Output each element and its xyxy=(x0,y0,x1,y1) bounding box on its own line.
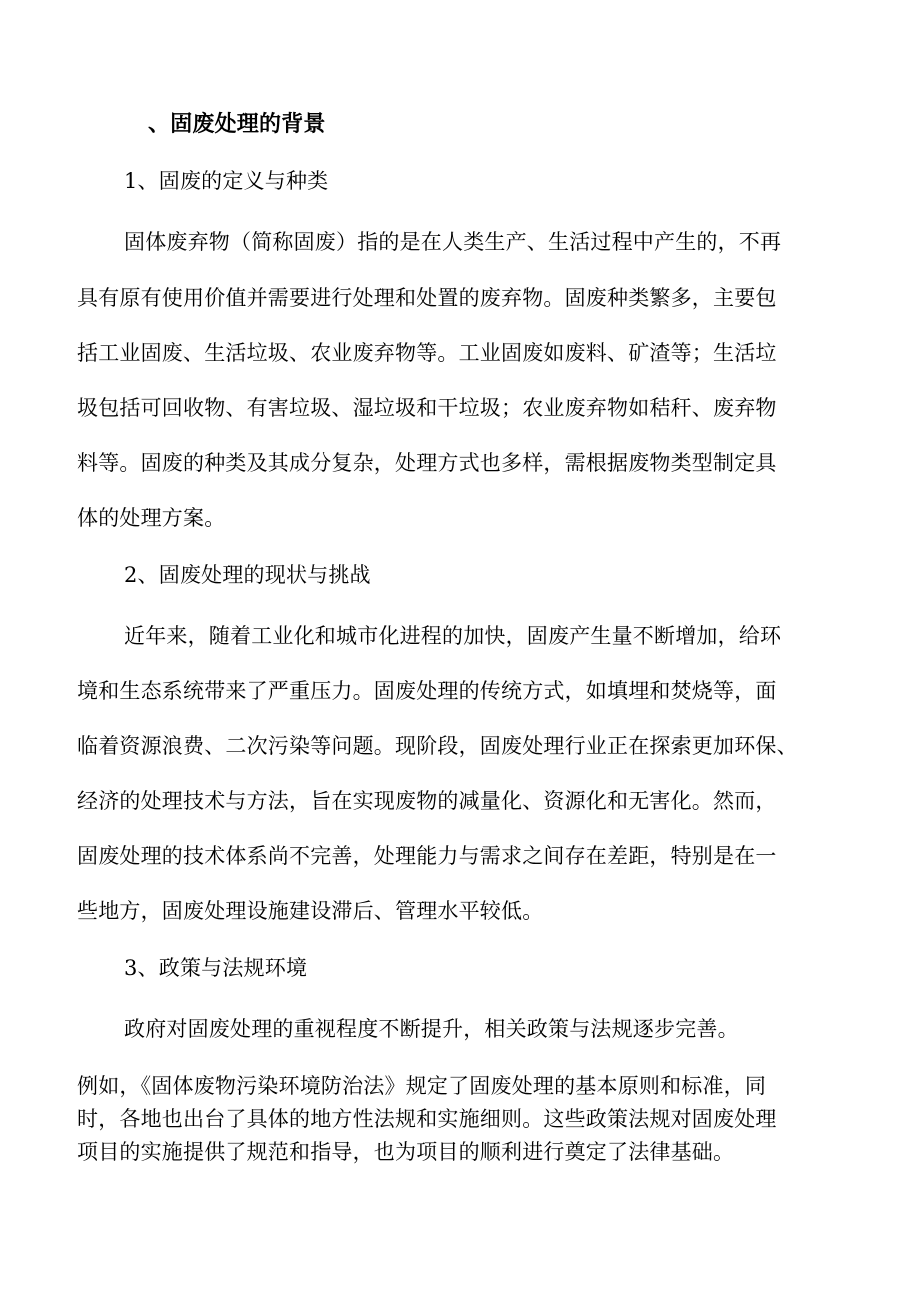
paragraph-line: 圾包括可回收物、有害垃圾、湿垃圾和干垃圾；农业废弃物如秸秆、废弃物 xyxy=(77,396,777,420)
paragraph-line: 经济的处理技术与方法，旨在实现废物的减量化、资源化和无害化。然而， xyxy=(77,789,777,813)
paragraph-line: 括工业固废、生活垃圾、农业废弃物等。工业固废如废料、矿渣等；生活垃 xyxy=(77,341,777,365)
paragraph-line: 境和生态系统带来了严重压力。固废处理的传统方式，如填埋和焚烧等，面 xyxy=(77,679,777,703)
paragraph-line: 具有原有使用价值并需要进行处理和处置的废弃物。固废种类繁多，主要包 xyxy=(77,286,777,310)
paragraph-line: 政府对固废处理的重视程度不断提升，相关政策与法规逐步完善。 xyxy=(124,1017,739,1041)
section-1-heading: 1、固废的定义与种类 xyxy=(124,169,329,193)
paragraph-line: 些地方，固废处理设施建设滞后、管理水平较低。 xyxy=(77,899,544,923)
main-heading: 、固废处理的背景 xyxy=(148,111,326,137)
paragraph-line: 体的处理方案。 xyxy=(77,506,226,530)
paragraph-line: 时，各地也出台了具体的地方性法规和实施细则。这些政策法规对固废处理 xyxy=(77,1107,777,1131)
paragraph-line: 近年来，随着工业化和城市化进程的加快，固废产生量不断增加，给环 xyxy=(124,624,782,648)
paragraph-line: 固废处理的技术体系尚不完善，处理能力与需求之间存在差距，特别是在一 xyxy=(77,844,777,868)
section-2-heading: 2、固废处理的现状与挑战 xyxy=(124,563,371,587)
paragraph-line: 例如，《固体废物污染环境防治法》规定了固废处理的基本原则和标准，同 xyxy=(77,1074,767,1098)
paragraph-line: 项目的实施提供了规范和指导，也为项目的顺利进行奠定了法律基础。 xyxy=(77,1140,735,1164)
paragraph-line: 料等。固废的种类及其成分复杂，处理方式也多样，需根据废物类型制定具 xyxy=(77,451,777,475)
section-3-heading: 3、政策与法规环境 xyxy=(124,956,308,980)
paragraph-line: 固体废弃物（简称固废）指的是在人类生产、生活过程中产生的，不再 xyxy=(124,230,782,254)
paragraph-line: 临着资源浪费、二次污染等问题。现阶段，固废处理行业正在探索更加环保、 xyxy=(77,734,798,758)
